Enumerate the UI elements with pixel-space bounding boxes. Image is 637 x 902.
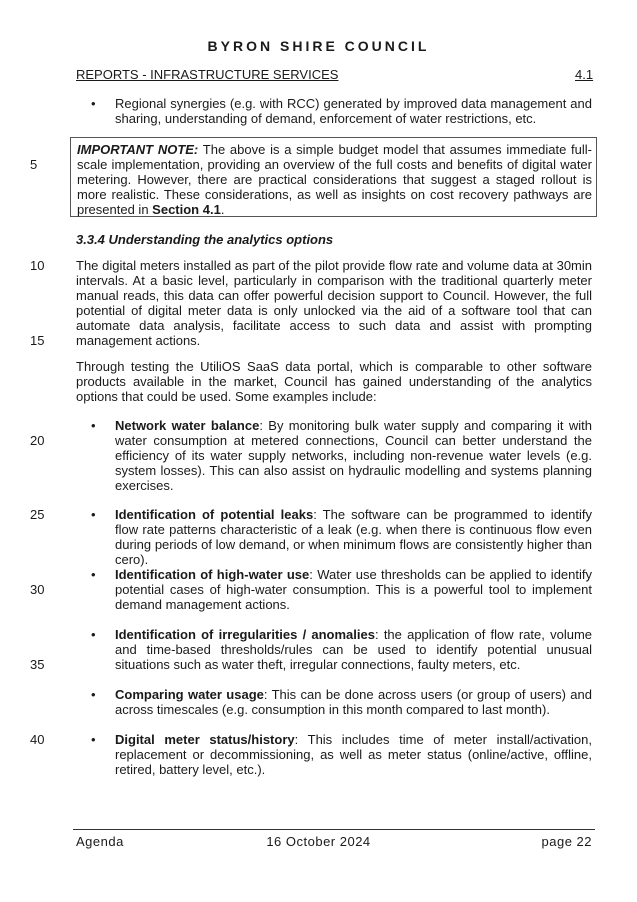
bullet-marker: • <box>91 567 96 582</box>
line-number: 40 <box>30 732 45 747</box>
bullet-regional-synergies: Regional synergies (e.g. with RCC) generated by improved data management and sharing, understanding of demand, enforcement of water restrictions, etc. <box>115 96 592 126</box>
line-number: 15 <box>30 333 45 348</box>
line-number: 25 <box>30 507 45 522</box>
footer-agenda: Agenda <box>76 834 124 849</box>
bullet-marker: • <box>91 96 96 111</box>
footer-divider <box>73 829 595 830</box>
section-heading: REPORTS - INFRASTRUCTURE SERVICES <box>76 67 339 82</box>
bullet-high-water-use: Identification of high-water use: Water use thresholds can be applied to identify potential cases of high-water consumption. This is a powerful tool to implement demand management actions. <box>115 567 592 612</box>
footer-date: 16 October 2024 <box>266 834 371 849</box>
bullet-marker: • <box>91 732 96 747</box>
bullet-comparing-usage: Comparing water usage: This can be done across users (or group of users) and across timescales (e.g. consumption in this month compared to last month). <box>115 687 592 717</box>
note-label: IMPORTANT NOTE: <box>77 142 199 157</box>
note-body: The above is a simple budget model that assumes immediate full-scale implementation, providing an overview of the full costs and benefits of digital water metering. However, there are practical considerations that suggest a staged rollout is more realistic. These considerations, as well as insights on cost recovery pathways are presented in <box>77 142 592 217</box>
bullet-marker: • <box>91 507 96 522</box>
paragraph-digital-meters: The digital meters installed as part of the pilot provide flow rate and volume data at 30min intervals. At a basic level, particularly in comparison with the traditional quarterly meter manual reads, this data can offer powerful decision support to Council. However, the full potential of digital meter data is only unlocked via the aid of a software tool that can automate data analysis, facilitate access to such data and assist with prompting management actions. <box>76 258 592 348</box>
bullet-meter-status: Digital meter status/history: This includes time of meter install/activation, replacement or decommissioning, as well as meter status (online/active, offline, retired, battery level, etc.). <box>115 732 592 777</box>
footer-page-number: page 22 <box>541 834 592 849</box>
bullet-network-water-balance: Network water balance: By monitoring bulk water supply and comparing it with water consumption at metered connections, Council can better understand the efficiency of its water supply networks, including non-revenue water levels (e.g. system losses). This can also assist on hydraulic modelling and systems planning exercises. <box>115 418 592 493</box>
note-end: . <box>220 202 225 217</box>
bullet-irregularities: Identification of irregularities / anomalies: the application of flow rate, volume and time-based thresholds/rules can be used to identify potential unusual situations such as water theft, irregular connections, faulty meters, etc. <box>115 627 593 672</box>
line-number: 20 <box>30 433 45 448</box>
bullet-marker: • <box>91 687 96 702</box>
bullet-marker: • <box>91 418 96 433</box>
line-number: 10 <box>30 258 45 273</box>
line-number: 35 <box>30 657 45 672</box>
bullet-potential-leaks: Identification of potential leaks: The software can be programmed to identify flow rate patterns characteristic of a leak (e.g. when there is continuous flow even during periods of low demand, or when minimum flows are consistently higher than cero). <box>115 507 592 567</box>
important-note-text <box>77 142 592 217</box>
council-title: BYRON SHIRE COUNCIL <box>207 38 430 54</box>
line-number: 30 <box>30 582 45 597</box>
note-section-ref: Section 4.1 <box>152 202 221 217</box>
line-number: 5 <box>30 157 38 172</box>
bullet-marker: • <box>91 627 96 642</box>
section-number: 4.1 <box>575 67 594 82</box>
subheading: 3.3.4 Understanding the analytics options <box>76 232 334 247</box>
paragraph-utilios: Through testing the UtiliOS SaaS data portal, which is comparable to other software products available in the market, Council has gained understanding of the analytics options that could be used. Some examples include: <box>76 359 592 404</box>
